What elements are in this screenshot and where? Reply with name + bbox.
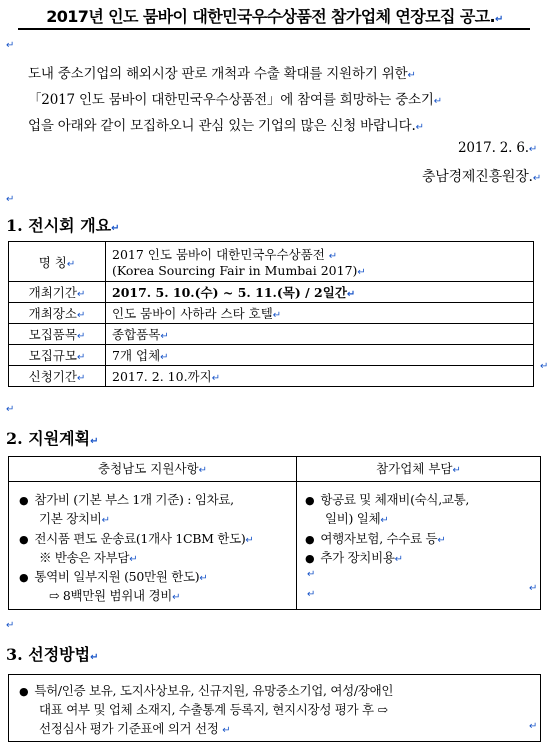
list-item: ● 통역비 일부지원 (50만원 한도)↵: [19, 569, 208, 584]
right-column-header: 참가업체 부담↵: [297, 457, 540, 482]
row-label: 모집규모↵: [9, 345, 106, 366]
paragraph-mark: ↵: [6, 40, 15, 51]
list-item-cont: 일비) 일체↵: [325, 511, 389, 526]
announcement-date: 2017. 2. 6.↵: [458, 140, 537, 156]
paragraph-mark: ↵: [540, 361, 549, 372]
title-underline: [18, 28, 530, 30]
left-column-header: 충청남도 지원사항↵: [9, 457, 296, 482]
table-row: [9, 324, 534, 345]
selection-method-box: [8, 674, 541, 742]
table-row: [9, 366, 534, 387]
page-title: 2017년 인도 뭄바이 대한민국우수상품전 참가업체 연장모집 공고.↵: [46, 7, 503, 26]
paragraph-mark: ↵: [529, 583, 538, 594]
list-item: ● 여행자보험, 수수료 등↵: [305, 531, 446, 546]
list-item: ● 항공료 및 체재비(숙식,교통,: [305, 492, 470, 507]
intro-line-3: 업을 아래와 같이 모집하오니 관심 있는 기업의 많은 신청 바랍니다.↵: [28, 118, 424, 134]
table-row: [9, 242, 534, 282]
list-item: ● 참가비 (기본 부스 1개 기준) : 임차료,: [19, 492, 234, 507]
paragraph-mark: ↵: [529, 721, 538, 732]
row-value: 2017 인도 뭄바이 대한민국우수상품전 ↵ (Korea Sourcing Fair in Mumbai 2017)↵: [106, 242, 534, 282]
row-label: 개최기간↵: [9, 282, 106, 303]
table-row: [9, 282, 534, 303]
list-item: ● 특허/인증 보유, 도지사상보유, 신규지원, 유망중소기업, 여성/장애인: [19, 683, 394, 698]
list-item-cont: 대표 여부 및 업체 소재지, 수출통계 등록지, 현지시장성 평가 후 ⇨: [39, 702, 388, 717]
exhibition-overview-table: [8, 241, 534, 387]
row-value: 7개 업체↵: [106, 345, 534, 366]
row-label: 모집품목↵: [9, 324, 106, 345]
list-item: ● 추가 장치비용↵: [305, 550, 403, 565]
row-value: 종합품목↵: [106, 324, 534, 345]
intro-line-1: 도내 중소기업의 해외시장 판로 개척과 수출 확대를 지원하기 위한↵: [28, 66, 416, 82]
table-row: [9, 345, 534, 366]
row-value: 인도 뭄바이 사하라 스타 호텔↵: [106, 303, 534, 324]
paragraph-mark: ↵: [307, 569, 316, 580]
issuer: 충남경제진흥원장.↵: [421, 169, 541, 185]
paragraph-mark: ↵: [6, 620, 15, 631]
paragraph-mark: ↵: [6, 194, 15, 205]
list-item-cont: ⇨ 8백만원 범위내 경비↵: [49, 588, 181, 603]
section1-heading: 1. 전시회 개요↵: [6, 216, 120, 235]
section3-heading: 3. 선정방법↵: [6, 645, 99, 664]
paragraph-mark: ↵: [307, 589, 316, 600]
row-label: 명 칭↵: [9, 242, 106, 282]
row-value: 2017. 2. 10.까지↵: [106, 366, 534, 387]
support-plan-table: [8, 456, 541, 610]
intro-line-2: 「2017 인도 뭄바이 대한민국우수상품전」에 참여를 희망하는 중소기↵: [28, 92, 442, 108]
paragraph-mark: ↵: [6, 404, 15, 415]
table-row: [9, 303, 534, 324]
list-item-cont: ※ 반송은 자부담↵: [39, 550, 138, 565]
list-item: ● 전시품 편도 운송료(1개사 1CBM 한도)↵: [19, 531, 254, 546]
section2-heading: 2. 지원계획↵: [6, 429, 99, 448]
list-item-cont: 선정심사 평가 기준표에 의거 선정 ↵: [39, 721, 231, 736]
row-label: 개최장소↵: [9, 303, 106, 324]
list-item-cont: 기본 장치비↵: [39, 511, 110, 526]
row-value: 2017. 5. 10.(수) ~ 5. 11.(목) / 2일간↵: [106, 282, 534, 303]
column-divider: [296, 457, 297, 609]
row-label: 신청기간↵: [9, 366, 106, 387]
